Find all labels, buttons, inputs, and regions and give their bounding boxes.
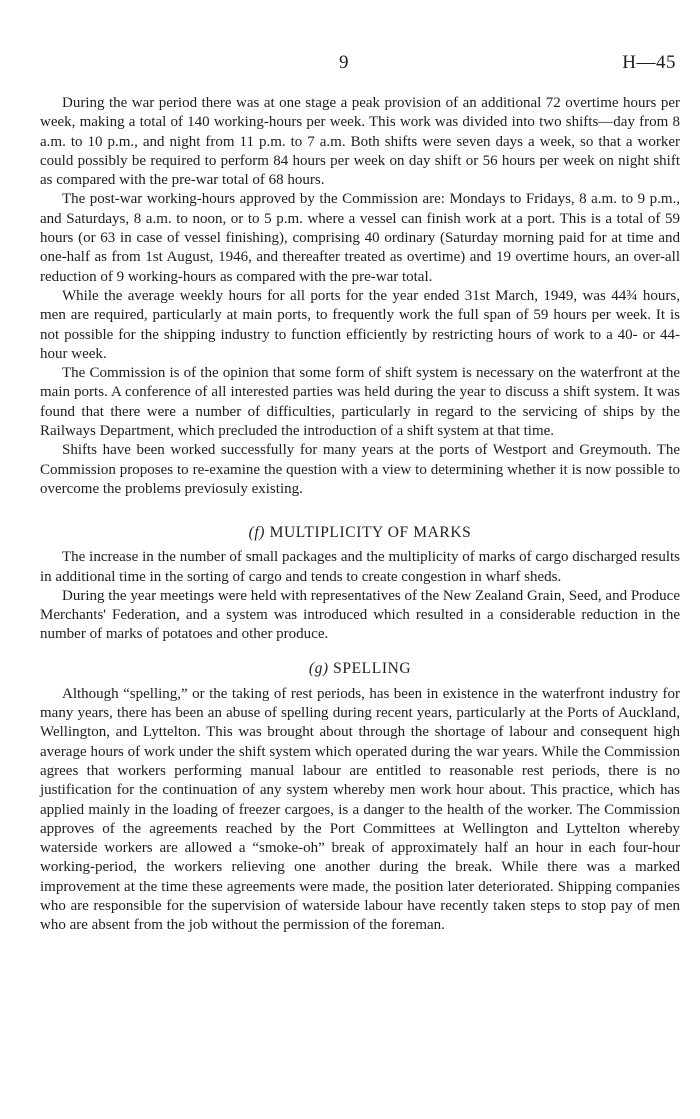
paragraph-post-war-hours: The post-war working-hours approved by the Commission are: Mondays to Fridays, 8 a.m. to 9 p.m., and Saturdays, 8 a.m. to noon, or to 5 p.m. where a vessel can finish work at a port. This is a total of 59 hours (or 63 in case of vessel finishing), comprising 40 ordinary (Saturday morning paid for at time and one-half as from 1st August, 1946, and thereafter treated as overtime) and 19 overtime hours, an over-all reduction of 9 working-hours as compared with the pre-war total.: [40, 191, 680, 285]
paragraph-merchants-federation: During the year meetings were held with representatives of the New Zealand Grain, Seed, and Produce Merchants' Federation, and a system was introduced which resulted in a considerable reduction in the number of marks of potatoes and other produce.: [40, 587, 680, 643]
page-body: [40, 94, 680, 936]
paragraph-westport-greymouth-shifts: Shifts have been worked successfully for many years at the ports of Westport and Greymouth. The Commission proposes to re-examine the question with a view to determining whether it is now possible to overcome the problems previosuly existing.: [40, 442, 680, 497]
section-letter: (f): [248, 524, 266, 542]
paragraph-shift-system-opinion: The Commission is of the opinion that some form of shift system is necessary on the waterfront at the main ports. A conference of all interested parties was held during the year to discuss a shift system. It was found that there were a number of difficulties, particularly in regard to the servicing of ships by the Railways Department, which precluded the introduction of a shift system at that time.: [40, 365, 680, 440]
paragraph-spelling-rest-periods: Although “spelling,” or the taking of rest periods, has been in existence in the waterfront industry for many years, there has been an abuse of spelling during recent years, particularly at the Ports of Auckland, Wellington, and Lyttelton. This was brought about through the shortage of labour and consequent high average hours of work under the shift system which operated during the war years. While the Commission agrees that workers performing manual labour are entitled to reasonable rest periods, there is no justification for the continuation of any system whereby men work hour about. This practice, which has applied mainly in the loading of freezer cargoes, is a danger to the health of the worker. The Commission approves of the agreements reached by the Port Committees at Wellington and Lyttelton whereby waterside workers are allowed a “smoke-oh” break of approximately half an hour in each four-hour working-period, the workers relieving one another during the break. While there was a marked improvement at the time these agreements were made, the position later deteriorated. Shipping companies who are responsible for the supervision of waterside labour have recently taken steps to stop pay of men who are absent from the job without the permission of the foreman.: [40, 685, 680, 934]
page-number: 9: [339, 52, 349, 73]
section-title: MULTIPLICITY OF MARKS: [269, 524, 472, 542]
paragraph-war-period-hours: During the war period there was at one stage a peak provision of an additional 72 overtime hours per week, making a total of 140 working-hours per week. This work was divided into two shifts—day from 8 a.m. to 10 p.m., and night from 11 p.m. to 7 a.m. Both shifts were seven days a week, so that a worker could possibly be required to perform 84 hours per week on day shift or 56 hours per week on night shift as compared with the pre-war total of 68 hours.: [40, 95, 680, 189]
paragraph-small-packages: The increase in the number of small packages and the multiplicity of marks of cargo discharged results in additional time in the sorting of cargo and tends to create congestion in wharf sheds.: [40, 549, 680, 585]
section-heading-spelling: [40, 659, 680, 679]
section-letter: (g): [308, 659, 329, 677]
page-header: [0, 52, 700, 76]
section-title: SPELLING: [333, 659, 412, 677]
paragraph-average-weekly-hours: While the average weekly hours for all ports for the year ended 31st March, 1949, was 44¾ hours, men are required, particularly at main ports, to frequently work the full span of 59 hours per week. It is not possible for the shipping industry to function efficiently by restricting hours of work to a 40- or 44-hour week.: [40, 287, 680, 362]
section-heading-multiplicity-of-marks: [40, 523, 680, 543]
document-code: H—45: [622, 52, 676, 73]
